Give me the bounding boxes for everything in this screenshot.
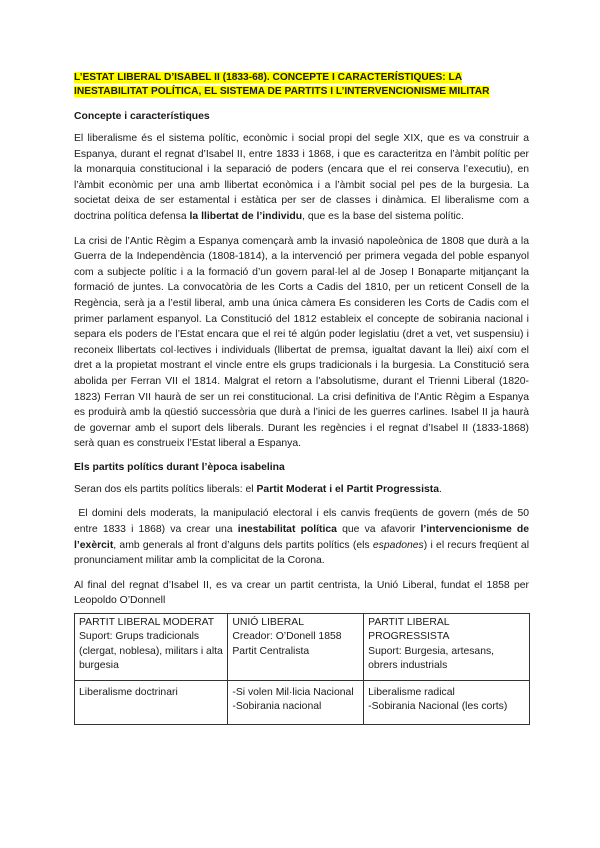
paragraph-inestabilitat: El domini dels moderats, la manipulació electoral i els canvis freqüents de govern (més de 50 entre 1833 i 1868) va crear una inestabilitat política que va afavorir l’intervencionisme de l’exèrcit, amb generals al front d’alguns dels partits polítics (els espadones) i el recurs freqüent al pronunciament militar amb la complicitat de la Corona. (74, 508, 530, 567)
paragraph-crisi-antic-regim: La crisi de l’Antic Règim a Espanya començarà amb la invasió napoleònica de 1808 que durà a la Guerra de la Independència (1808-1814), a la intervenció per primera vegada del poble espanyol com a subjecte polític i a la formació d’un govern paral·lel al de Josep I Bonaparte mitjançant la formació de juntes. La convocatòria de les Corts a Cadis del 1810, per un reticent Consell de la Regència, serà ja a l’estil liberal, amb una única càmera Es consideren les Corts de Cadis com el primer parlament espanyol. La Constitució del 1812 estableix el concepte de sobirania nacional i separa els poders de l’Estat encara que el rei té algún poder legislatiu (dret a vet, vet suspensiu) i reconeix llibertats col·lectives i individuals (llibertat de premsa, igualtat davant la llei) així com el dret a la propietat mostrant el vincle entre els grups tradicionals i la burgesia. La Constitució sera abolida per Ferran VII el 1814. Malgrat el retorn a l’absolutisme, durant el Trienni Liberal (1820-1823) Ferran VII haurà de ser un rei constitucional. La crisi definitiva de l’Antic Règim a Espanya es produirà amb la qüestió successòria que durà a l’inici de les guerres carlines. Isabel II ja haurà de governar amb el suport dels liberals. Durant les regències i el regnat d’Isabel II (1833-1868) serà quan es construeix l’Estat liberal a Espanya. (74, 235, 529, 450)
document-page (74, 71, 529, 725)
table-cell-unio-ideologia: -Si volen Mil·licia Nacional -Sobirania nacional (228, 680, 364, 725)
table-cell-moderat: PARTIT LIBERAL MODERAT Suport: Grups tradicionals (clergat, noblesa), militars i alta burgesia (75, 614, 228, 681)
table-row (75, 614, 530, 681)
document-title: L’ESTAT LIBERAL D’ISABEL II (1833-68). CONCEPTE I CARACTERÍSTIQUES: LA INESTABILITAT POLÍTICA, EL SISTEMA DE PARTITS I L’INTERVENCIONISME MILITAR (74, 72, 490, 97)
table-cell-unio: UNIÓ LIBERAL Creador: O’Donell 1858 Partit Centralista (228, 614, 364, 681)
paragraph-liberalisme: El liberalisme és el sistema polític, econòmic i social propi del segle XIX, que es va construir a Espanya, durant el regnat d’Isabel II, entre 1833 i 1868, i que es caracteritza en l’àmbit polític per la monarquia constitucional i la separació de poders (encara que el rei conserva l’executiu), en l’àmbit econòmic per una amb llibertat econòmica i a l’àmbit social pel pes de la burgesia. La societat deixa de ser estamental i estàtica per ser de classes i dinàmica. El liberalisme com a doctrina política defensa la llibertat de l’individu, que es la base del sistema polític. (74, 133, 529, 222)
paragraph-partits-liberals: Seran dos els partits polítics liberals: el Partit Moderat i el Partit Progressista. (74, 483, 442, 495)
partits-table (74, 613, 530, 725)
paragraph-unio-liberal: Al final del regnat d’Isabel II, es va crear un partit centrista, la Unió Liberal, fundat el 1858 per Leopoldo O’Donnell (74, 579, 529, 607)
section-heading-partits: Els partits polítics durant l’època isabelina (74, 461, 285, 473)
table-row (75, 680, 530, 725)
table-cell-moderat-ideologia: Liberalisme doctrinari (75, 680, 228, 725)
table-cell-progressista: PARTIT LIBERAL PROGRESSISTA Suport: Burgesia, artesans, obrers industrials (364, 614, 530, 681)
table-cell-progressista-ideologia: Liberalisme radical -Sobirania Nacional (les corts) (364, 680, 530, 725)
section-heading-concepte: Concepte i característiques (74, 111, 210, 122)
